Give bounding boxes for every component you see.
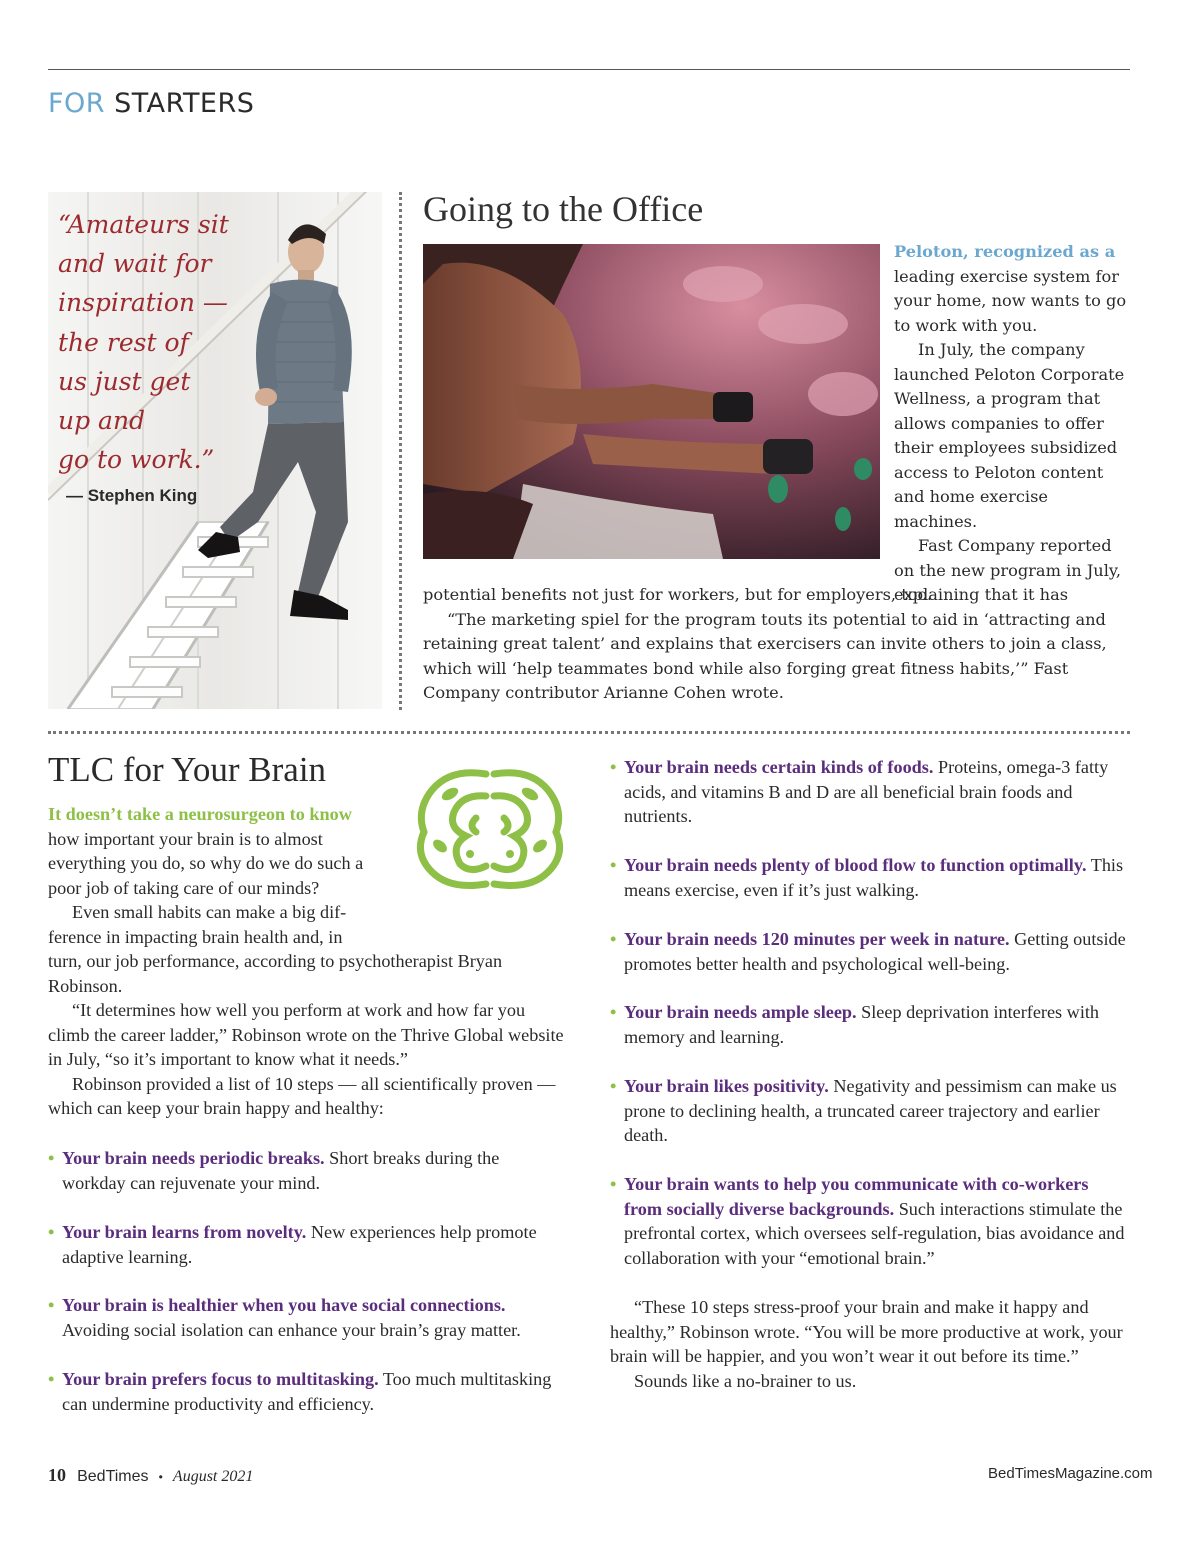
- bullet-dot: •: [610, 1002, 617, 1022]
- article1-continued: [423, 583, 1133, 706]
- article1-lead-column: [894, 240, 1130, 608]
- bullet-highlight: Your brain learns from novelty.: [62, 1222, 307, 1242]
- bullet-highlight: Your brain wants to help you communicate with co-workers from socially diverse backgrounds.: [624, 1174, 1089, 1219]
- article2-paragraph: “These 10 steps stress-proof your brain and make it happy and healthy,” Robinson wrote. “You will be more productive at work, your brain will be happier, and you won’t wear it out before its time.”: [610, 1297, 1123, 1366]
- quote-line: “Amateurs sit: [58, 210, 229, 239]
- article1-lead-highlight: Peloton, recognized as a: [894, 242, 1116, 261]
- quote-line: us just get: [58, 366, 191, 396]
- bullet-text: Sleep deprivation interferes with memory and learning.: [624, 1002, 1100, 1047]
- website-link[interactable]: BedTimesMagazine.com: [988, 1465, 1153, 1482]
- article2-line: poor job of taking care of our minds?: [48, 877, 320, 898]
- article2-paragraph: “It determines how well you perform at work and how far you climb the career ladder,” Robinson wrote on the Thrive Global website in July, “so it’s important to know what it needs.”: [48, 1000, 564, 1069]
- bullet-highlight: Your brain needs 120 minutes per week in nature.: [624, 929, 1010, 949]
- list-item: [48, 1220, 568, 1270]
- magazine-name: BedTimes: [77, 1468, 149, 1485]
- article1-paragraph: potential benefits not just for workers, but for employers, too.: [423, 585, 933, 604]
- article2-paragraph: Robinson provided a list of 10 steps — all scientifically proven — which can keep your brain happy and healthy:: [48, 1073, 556, 1118]
- section-label: [48, 88, 254, 119]
- section-label-for: FOR: [48, 88, 106, 119]
- top-rule: [48, 69, 1130, 70]
- bullet-dot: •: [48, 1295, 55, 1315]
- list-item: [610, 755, 1130, 830]
- bullet-dot: •: [610, 757, 617, 777]
- quote-line: go to work.”: [58, 445, 215, 475]
- bullet-text: Short breaks during the workday can rejuvenate your mind.: [62, 1148, 500, 1193]
- pull-quote: [58, 205, 229, 479]
- bullet-dot: •: [48, 1222, 55, 1242]
- bullet-highlight: Your brain likes positivity.: [624, 1076, 829, 1096]
- list-item: [48, 1146, 568, 1196]
- bullet-dot: •: [610, 855, 617, 875]
- bullet-dot: •: [48, 1369, 55, 1389]
- list-item: [610, 1000, 1130, 1050]
- quote-line: and wait for: [58, 249, 212, 279]
- article2-paragraph: turn, our job performance, according to psychotherapist Bryan Robinson.: [48, 951, 503, 996]
- bullet-highlight: Your brain needs certain kinds of foods.: [624, 757, 934, 777]
- article2-paragraph: Sounds like a no-brainer to us.: [634, 1370, 857, 1391]
- article2-line: how important your brain is to almost: [48, 828, 323, 849]
- section-label-starters: STARTERS: [114, 88, 255, 119]
- horizontal-divider: [48, 731, 1130, 734]
- list-item: [610, 1172, 1130, 1272]
- article1-title: Going to the Office: [423, 189, 704, 229]
- bullet-text: Such interactions stimulate the prefrontal cortex, which oversees self-regulation, bias avoidance and collaboration with your “emotional brain.”: [624, 1198, 1125, 1268]
- quote-author: — Stephen King: [66, 486, 198, 505]
- quote-line: up and: [58, 406, 146, 436]
- bullet-text: Proteins, omega-3 fatty acids, and vitamins B and D are all beneficial brain foods and nutrients.: [624, 757, 1109, 826]
- bullet-highlight: Your brain needs ample sleep.: [624, 1002, 857, 1022]
- article2-line: Even small habits can make a big dif-: [72, 902, 347, 922]
- footer-separator: •: [158, 1470, 163, 1484]
- bullet-text: This means exercise, even if it’s just walking.: [624, 855, 1124, 900]
- list-item: [48, 1293, 568, 1343]
- article2-lead-highlight: It doesn’t take a neurosurgeon to know: [48, 804, 352, 824]
- bullet-text: Avoiding social isolation can enhance your brain’s gray matter.: [62, 1319, 521, 1340]
- list-item: [610, 1074, 1130, 1149]
- article2-line: ference in impacting brain health and, in: [48, 926, 343, 947]
- article2-line: everything you do, so why do we do such a: [48, 853, 364, 873]
- article2-closing: [610, 1295, 1130, 1393]
- bullet-dot: •: [610, 1174, 617, 1194]
- bullet-text: Getting outside promotes better health and psychological well-being.: [624, 929, 1126, 974]
- bullet-dot: •: [610, 929, 617, 949]
- list-item: [610, 927, 1130, 977]
- list-item: [48, 1367, 568, 1417]
- list-item: [610, 853, 1130, 903]
- article2-intro: [48, 802, 568, 1121]
- quote-line: inspiration —: [58, 288, 228, 318]
- page-number: 10: [48, 1465, 66, 1485]
- vertical-divider: [399, 192, 402, 710]
- article1-paragraph: “The marketing spiel for the program touts its potential to aid in ‘attracting and retaining great talent’ and explains that exercisers can invite others to join a class, which will ‘help teammates bond while also forging great fitness habits,’” Fast Company contributor Arianne Cohen wrote.: [423, 609, 1107, 702]
- bullet-highlight: Your brain prefers focus to multitasking.: [62, 1369, 379, 1389]
- spin-class-illustration: [423, 244, 880, 559]
- bullet-dot: •: [48, 1148, 55, 1168]
- article1-paragraph: Fast Company reported on the new program in July, explaining that it has: [894, 536, 1122, 604]
- bullet-highlight: Your brain needs periodic breaks.: [62, 1148, 325, 1168]
- bullet-dot: •: [610, 1076, 617, 1096]
- bullet-highlight: Your brain is healthier when you have social connections.: [62, 1295, 506, 1315]
- bullet-text: Negativity and pessimism can make us prone to declining health, a truncated career trajectory and earlier death.: [624, 1076, 1117, 1145]
- article2-title: TLC for Your Brain: [48, 750, 327, 789]
- spin-class-photo: [423, 244, 880, 559]
- footer-left: [48, 1465, 253, 1486]
- quote-line: the rest of: [58, 327, 189, 357]
- bullet-highlight: Your brain needs plenty of blood flow to function optimally.: [624, 855, 1087, 875]
- article1-lead-text: leading exercise system for your home, now wants to go to work with you.: [894, 266, 1127, 335]
- issue-date: August 2021: [172, 1468, 254, 1485]
- bullet-text: Too much multitasking can undermine productivity and efficiency.: [62, 1369, 552, 1414]
- bullet-text: New experiences help promote adaptive learning.: [62, 1222, 537, 1267]
- article1-paragraph: In July, the company launched Peloton Corporate Wellness, a program that allows companies to offer their employees subsidized access to Peloton content and home exercise machines.: [894, 340, 1125, 531]
